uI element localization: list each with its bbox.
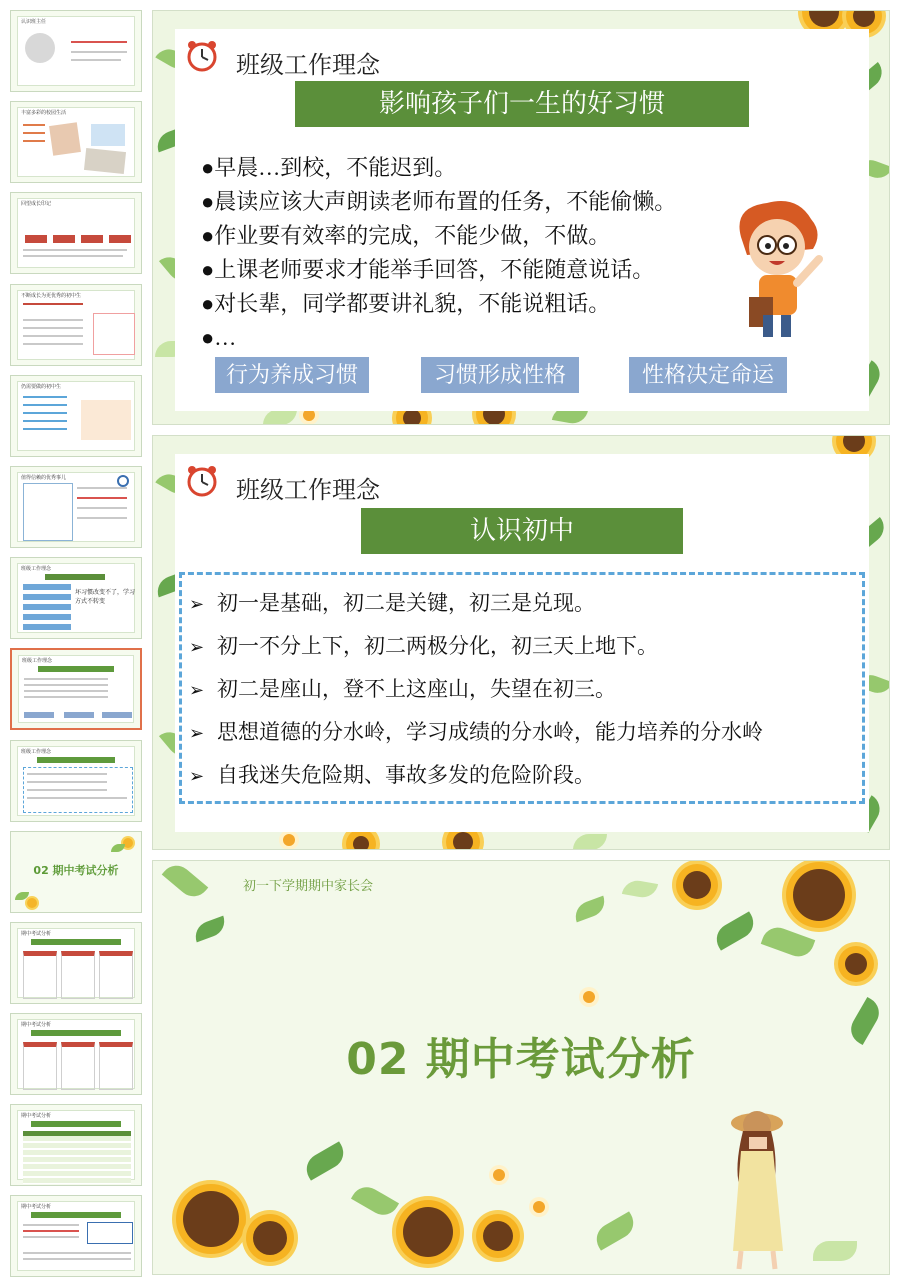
habit-item: ●早晨…到校，不能迟到。 <box>201 155 457 180</box>
thumbnail-2[interactable] <box>10 101 142 183</box>
thumbnail-banner <box>31 1212 121 1218</box>
thumbnail-text: 坏习惯改变不了，学习方式不转变 <box>75 589 136 605</box>
sunflower-decoration <box>483 1221 513 1251</box>
sunflower-decoration <box>403 1207 453 1257</box>
habit-item: ●作业要有效率的完成，不能少做，不做。 <box>201 223 611 248</box>
photo-image <box>84 148 126 174</box>
thumbnail-8[interactable] <box>10 648 142 730</box>
thumbnail-title: 认识班主任 <box>21 19 47 25</box>
fact-item: ➢ 思想道德的分水岭，学习成绩的分水岭，能力培养的分水岭 <box>189 711 763 754</box>
arrow-bullet-icon: ➢ <box>189 766 205 786</box>
thumbnail-6[interactable] <box>10 466 142 548</box>
thumbnail-5[interactable] <box>10 375 142 457</box>
sunflower-decoration <box>403 409 421 425</box>
sunflower-decoration <box>809 10 839 27</box>
section-banner: 影响孩子们一生的好习惯 <box>295 81 749 127</box>
fact-item: ➢ 自我迷失危险期、事故多发的危险阶段。 <box>189 754 763 797</box>
teacher-photo <box>25 33 55 63</box>
thumbnail-9[interactable] <box>10 740 142 822</box>
arrow-bullet-icon: ➢ <box>189 594 205 614</box>
thumbnail-14[interactable] <box>10 1195 142 1277</box>
habit-item: ●对长辈，同学都要讲礼貌，不能说粗话。 <box>201 291 611 316</box>
thumbnail-title: 丰富多彩的校园生活 <box>21 110 67 116</box>
sunflower-decoration <box>683 871 711 899</box>
thumbnail-title: 期中考试分析 <box>21 1204 52 1210</box>
fact-item: ➢ 初一不分上下，初二两极分化，初三天上地下。 <box>189 625 763 668</box>
sunflower-decoration <box>253 1221 287 1255</box>
thumbnail-title: 不断成长为更优秀的初中生 <box>21 293 82 299</box>
thumbnail-title: 仍需要做的初中生 <box>21 384 62 390</box>
tag-character-destiny: 性格决定命运 <box>629 357 787 393</box>
slide-habits <box>152 10 890 425</box>
girl-with-hat-illustration <box>713 1101 813 1271</box>
thumbnail-banner <box>31 939 121 945</box>
thumbnail-banner <box>31 1121 121 1127</box>
thumbnail-11[interactable] <box>10 922 142 1004</box>
habit-item: ●上课老师要求才能举手回答，不能随意说话。 <box>201 257 655 282</box>
thumbnail-title: 值得信赖的优秀事儿 <box>21 475 67 481</box>
alarm-clock-icon <box>185 39 219 73</box>
arrow-bullet-icon: ➢ <box>189 680 205 700</box>
thumbnail-3[interactable] <box>10 192 142 274</box>
slide-title: 班级工作理念 <box>236 478 380 504</box>
sunflower-decoration <box>353 836 369 850</box>
thumbnail-frame <box>17 198 135 268</box>
section-title: 02 期中考试分析 <box>346 1034 696 1085</box>
thumbnail-13[interactable] <box>10 1104 142 1186</box>
junior-high-facts-list <box>189 582 763 797</box>
section-banner: 认识初中 <box>361 508 683 554</box>
sunflower-decoration <box>843 435 865 452</box>
thumbnail-1[interactable] <box>10 10 142 92</box>
photo-image <box>91 124 125 146</box>
thumbnail-title: 班级工作理念 <box>22 658 53 664</box>
thumbnail-title: 期中考试分析 <box>21 1113 52 1119</box>
thumbnail-title-big: 02 期中考试分析 <box>33 864 119 877</box>
slide-section-cover <box>152 860 890 1275</box>
meeting-header: 初一下学期期中家长会 <box>243 878 374 893</box>
fact-item: ➢ 初一是基础，初二是关键，初三是兑现。 <box>189 582 763 625</box>
slide-thumbnail-panel <box>0 0 150 1286</box>
slide-title: 班级工作理念 <box>236 53 380 79</box>
thumbnail-title: 回望成长印记 <box>21 201 52 207</box>
habit-item: ●晨读应该大声朗读老师布置的任务，不能偷懒。 <box>201 189 677 214</box>
thumbnail-title: 期中考试分析 <box>21 1022 52 1028</box>
thumbnail-title: 班级工作理念 <box>21 749 52 755</box>
thumbnail-banner <box>37 757 115 763</box>
sunflower-decoration <box>453 832 473 850</box>
habit-item: ●… <box>201 325 237 350</box>
sunflower-decoration <box>853 10 875 27</box>
arrow-bullet-icon: ➢ <box>189 723 205 743</box>
slide-junior-high <box>152 435 890 850</box>
thumbnail-title: 班级工作理念 <box>21 566 52 572</box>
thumbnail-4[interactable] <box>10 284 142 366</box>
sunflower-decoration <box>793 869 845 921</box>
sunflower-decoration <box>183 1191 239 1247</box>
cartoon-boy-illustration <box>727 197 831 343</box>
magnifier-icon <box>117 475 129 487</box>
thumbnail-title: 期中考试分析 <box>21 931 52 937</box>
alarm-clock-icon <box>185 464 219 498</box>
thumbnail-10[interactable] <box>10 831 142 913</box>
tag-habit-character: 习惯形成性格 <box>421 357 579 393</box>
thumbnail-banner <box>31 1030 121 1036</box>
thumbnail-banner <box>38 666 114 672</box>
thumbnail-12[interactable] <box>10 1013 142 1095</box>
sunflower-decoration <box>845 953 867 975</box>
fact-item: ➢ 初二是座山，登不上这座山，失望在初三。 <box>189 668 763 711</box>
tag-behavior-habit: 行为养成习惯 <box>215 357 369 393</box>
thumbnail-7[interactable] <box>10 557 142 639</box>
photo-image <box>49 122 81 156</box>
habit-list <box>201 151 676 355</box>
arrow-bullet-icon: ➢ <box>189 637 205 657</box>
